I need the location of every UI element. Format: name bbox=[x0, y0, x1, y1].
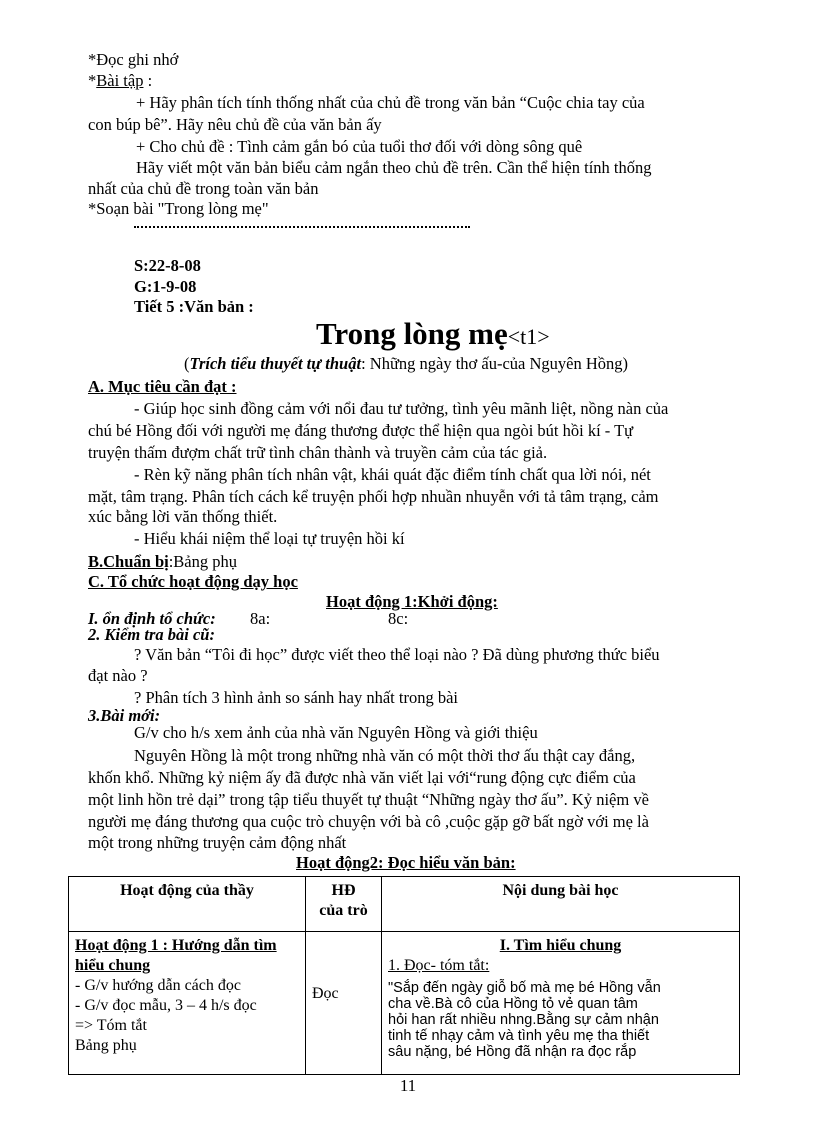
homework-prefix: * bbox=[88, 71, 97, 90]
new-lesson-line-3: khốn khổ. Những kỷ niệm ấy đã được nhà văn viết lại với“rung động cực điểm của bbox=[88, 768, 636, 787]
new-lesson-line-2: Nguyên Hồng là một trong những nhà văn có một thời thơ ấu thật cay đắng, bbox=[134, 746, 636, 765]
objective-2a: - Rèn kỹ năng phân tích nhân vật, khái quát đặc điểm tính chất qua lời nói, nét bbox=[134, 465, 651, 484]
teacher-step: => Tóm tắt bbox=[75, 1017, 147, 1034]
student-activity-cell: Đọc bbox=[306, 932, 382, 1075]
homework-underlined: Bài tập bbox=[96, 71, 144, 90]
objective-1b: chú bé Hồng đối với người mẹ đáng thương được thể hiện qua ngòi bút hồi kí - Tự bbox=[88, 421, 634, 440]
objective-1a: - Giúp học sinh đồng cảm với nổi đau tư tưởng, tình yêu mãnh liệt, nồng nàn của bbox=[134, 399, 669, 418]
content-subheading: 1. Đọc- tóm tắt: bbox=[388, 957, 490, 974]
review-question-1: ? Văn bản “Tôi đi học” được viết theo thể loại nào ? Đã dùng phương thức biểu bbox=[134, 645, 660, 664]
class-8c: 8c: bbox=[388, 609, 409, 628]
objective-1c: truyện thấm đượm chất trữ tình chân thành và truyền cảm của tác giả. bbox=[88, 443, 548, 462]
subtitle-open: ( bbox=[184, 354, 190, 373]
content-heading: I. Tìm hiểu chung bbox=[499, 937, 622, 954]
summary-line: tinh tế nhạy cảm và tình yêu mẹ tha thiết bbox=[388, 1028, 650, 1044]
part-1-label: I. ổn định tổ chức: bbox=[88, 609, 216, 628]
summary-line: hỏi han rất nhiều nhng.Bằng sự cảm nhận bbox=[388, 1012, 659, 1028]
homework-task-1: + Hãy phân tích tính thống nhất của chủ đề trong văn bản “Cuộc chia tay của bbox=[136, 93, 645, 112]
class-8a: 8a: bbox=[250, 609, 271, 628]
page-number: 11 bbox=[399, 1076, 417, 1095]
header-content: Nội dung bài học bbox=[382, 877, 740, 932]
homework-label bbox=[88, 71, 152, 91]
objective-2b: mặt, tâm trạng. Phân tích cách kể truyện phối hợp nhuần nhuyễn với tả tâm trạng, cảm bbox=[88, 487, 659, 506]
part-2-label: 2. Kiểm tra bài cũ: bbox=[88, 625, 215, 644]
teacher-activity-heading: Hoạt động 1 : Hướng dẫn tìm hiểu chung bbox=[75, 937, 277, 974]
review-question-1-cont: đạt nào ? bbox=[88, 666, 148, 685]
section-b bbox=[88, 552, 237, 572]
objective-2c: xúc bằng lời văn thống thiết. bbox=[88, 507, 278, 526]
date-g: G:1-9-08 bbox=[134, 277, 197, 296]
title-subtitle bbox=[184, 354, 628, 374]
title-main: Trong lòng mẹ bbox=[316, 316, 508, 351]
part-3-label: 3.Bài mới: bbox=[88, 706, 161, 725]
table-row bbox=[69, 932, 740, 1075]
homework-task-2-cont: nhất của chủ đề trong toàn văn bản bbox=[88, 179, 319, 198]
activity-1-heading: Hoạt động 1:Khởi động: bbox=[326, 592, 498, 611]
new-lesson-line-5: người mẹ đáng thương qua cuộc trò chuyện với bà cô ,cuộc gặp gỡ bất ngờ với mẹ là bbox=[88, 812, 649, 831]
read-note-line: *Đọc ghi nhớ bbox=[88, 50, 179, 69]
summary-line: "Sắp đến ngày giỗ bố mà mẹ bé Hồng vẫn bbox=[388, 980, 661, 996]
page-title bbox=[316, 314, 550, 357]
section-b-heading: B.Chuẩn bị bbox=[88, 552, 169, 571]
summary-line: sâu nặng, bé Hồng đã nhận ra đọc rắp bbox=[388, 1044, 637, 1060]
prepare-next-lesson: *Soạn bài "Trong lòng mẹ" bbox=[88, 199, 269, 218]
new-lesson-line-1: G/v cho h/s xem ảnh của nhà văn Nguyên Hồng và giới thiệu bbox=[134, 723, 538, 742]
teacher-step: - G/v hướng dẫn cách đọc bbox=[75, 977, 241, 994]
homework-task-2-instruction: Hãy viết một văn bản biểu cảm ngắn theo chủ đề trên. Cần thể hiện tính thống bbox=[136, 158, 652, 177]
date-s: S:22-8-08 bbox=[134, 256, 201, 275]
lesson-table bbox=[68, 876, 740, 1075]
section-b-text: :Bảng phụ bbox=[168, 552, 238, 571]
summary-line: cha về.Bà cô của Hồng tỏ vẻ quan tâm bbox=[388, 996, 638, 1012]
new-lesson-line-6: một trong những truyện cảm động nhất bbox=[88, 833, 347, 852]
table-header-row bbox=[69, 877, 740, 932]
lesson-content-cell bbox=[382, 932, 740, 1075]
dotted-divider bbox=[134, 226, 470, 228]
subtitle-italic: Trích tiểu thuyết tự thuật bbox=[189, 354, 362, 373]
homework-suffix: : bbox=[143, 71, 153, 90]
lesson-number: Tiết 5 :Văn bản : bbox=[134, 297, 254, 316]
review-question-2: ? Phân tích 3 hình ảnh so sánh hay nhất trong bài bbox=[134, 688, 458, 707]
section-c-heading: C. Tổ chức hoạt động dạy học bbox=[88, 572, 298, 591]
new-lesson-line-4: một linh hồn trẻ dại” trong tập tiểu thuyết tự thuật “Những ngày thơ ấu”. Kỷ niệm về bbox=[88, 790, 649, 809]
activity-2-heading: Hoạt động2: Đọc hiểu văn bản: bbox=[296, 853, 516, 872]
objective-3: - Hiểu khái niệm thể loại tự truyện hồi kí bbox=[134, 529, 405, 548]
teacher-activity-cell bbox=[69, 932, 306, 1075]
homework-task-2: + Cho chủ đề : Tình cảm gắn bó của tuổi thơ đối với dòng sông quê bbox=[136, 137, 583, 156]
homework-task-1-cont: con búp bê”. Hãy nêu chủ đề của văn bản ấy bbox=[88, 115, 382, 134]
teacher-step: Bảng phụ bbox=[75, 1037, 137, 1054]
header-teacher: Hoạt động của thầy bbox=[69, 877, 306, 932]
title-suffix: <t1> bbox=[507, 324, 550, 349]
header-student: HĐ của trò bbox=[306, 877, 382, 932]
subtitle-rest: : Những ngày thơ ấu-của Nguyên Hồng) bbox=[361, 354, 629, 373]
section-a-heading: A. Mục tiêu cần đạt : bbox=[88, 377, 237, 396]
teacher-step: - G/v đọc mẫu, 3 – 4 h/s đọc bbox=[75, 997, 257, 1014]
